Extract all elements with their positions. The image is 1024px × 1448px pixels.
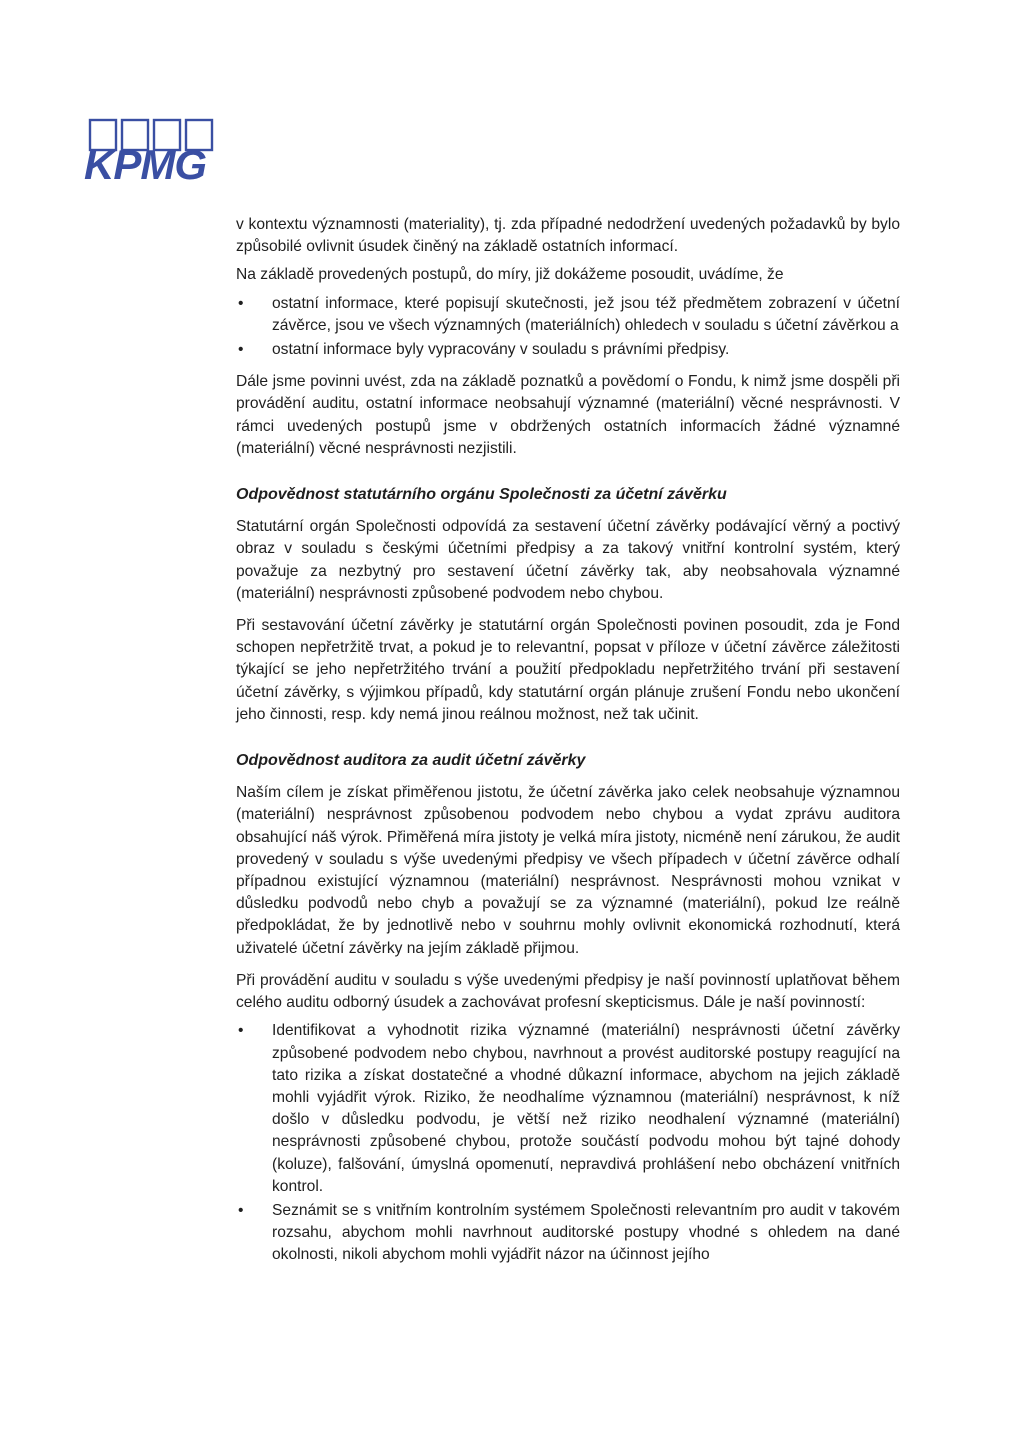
list-item xyxy=(236,293,900,337)
list-item-text: ostatní informace byly vypracovány v souladu s právními předpisy. xyxy=(272,341,730,359)
kpmg-logo xyxy=(84,118,218,182)
paragraph: Naším cílem je získat přiměřenou jistotu, že účetní závěrka jako celek neobsahuje významnou (materiální) nesprávnost způsobenou podvodem nebo chybou a vydat zprávu auditora obsahující náš výrok. Přiměřená míra jistoty je velká míra jistoty, nicméně není zárukou, že audit provedený v souladu s výše uvedenými předpisy ve všech případech v účetní závěrce odhalí případnou existující významnou (materiální) nesprávnost. Nesprávnosti mohou vznikat v důsledku podvodů nebo chyb a považují se za významné (materiální), pokud lze reálně předpokládat, že by jednotlivě nebo v souhrnu mohly ovlivnit ekonomická rozhodnutí, která uživatelé účetní závěrky na jejím základě přijmou. xyxy=(236,784,900,957)
bullet-list xyxy=(236,1020,900,1266)
bullet-icon: • xyxy=(238,1022,244,1040)
bullet-icon: • xyxy=(238,341,244,359)
section-heading: Odpovědnost statutárního orgánu Společnosti za účetní závěrku xyxy=(236,486,727,504)
bullet-list xyxy=(236,293,900,362)
list-item xyxy=(236,1020,900,1198)
paragraph: Při sestavování účetní závěrky je statutární orgán Společnosti povinen posoudit, zda je Fond schopen nepřetržitě trvat, a pokud je to relevantní, popsat v příloze v účetní závěrce záležitosti týkající se jeho nepřetržitého trvání a použití předpokladu nepřetržitého trvání při sestavení účetní závěrky, s výjimkou případů, kdy statutární orgán plánuje zrušení Fondu nebo ukončení jeho činnosti, resp. kdy nemá jinou reálnou možnost, než tak učinit. xyxy=(236,617,900,723)
paragraph: Na základě provedených postupů, do míry, již dokážeme posoudit, uvádíme, že xyxy=(236,266,784,284)
list-item-text: ostatní informace, které popisují skutečnosti, jež jsou též předmětem zobrazení v účetní závěrce, jsou ve všech významných (materiálních) ohledech v souladu s účetní závěrkou a xyxy=(272,294,900,334)
logo-text: KPMG xyxy=(84,141,206,182)
paragraph: Při provádění auditu v souladu s výše uvedenými předpisy je naší povinností uplatňovat během celého auditu odborný úsudek a zachovávat profesní skepticismus. Dále je naší povinností: xyxy=(236,971,900,1012)
bullet-icon: • xyxy=(238,1201,244,1219)
bullet-icon: • xyxy=(238,294,244,312)
kpmg-logo-graphic xyxy=(84,118,218,182)
list-item-text: Seznámit se s vnitřním kontrolním systémem Společnosti relevantním pro audit v takovém rozsahu, abychom mohli navrhnout auditorské postupy vhodné s ohledem na dané okolnosti, nikoli abychom mohli vyjádřit názor na účinnost jejího xyxy=(272,1201,900,1264)
paragraph: Statutární orgán Společnosti odpovídá za sestavení účetní závěrky podávající věrný a poctivý obraz v souladu s českými účetními předpisy a za takový vnitřní kontrolní systém, který považuje za nezbytný pro sestavení účetní závěrky tak, aby neobsahovala významné (materiální) nesprávnosti způsobené podvodem nebo chybou. xyxy=(236,518,900,602)
paragraph: Dále jsme povinni uvést, zda na základě poznatků a povědomí o Fondu, k nimž jsme dospěli při provádění auditu, ostatní informace neobsahují významné (materiální) věcné nesprávnosti. V rámci uvedených postupů jsme v obdržených ostatních informacích žádné významné (materiální) věcné nesprávnosti nezjistili. xyxy=(236,373,900,457)
document-body xyxy=(236,214,900,1277)
list-item xyxy=(236,339,900,361)
section-heading: Odpovědnost auditora za audit účetní závěrky xyxy=(236,752,586,770)
list-item xyxy=(236,1200,900,1267)
paragraph: v kontextu významnosti (materiality), tj. zda případné nedodržení uvedených požadavků by bylo způsobilé ovlivnit úsudek činěný na základě ostatních informací. xyxy=(236,216,900,256)
list-item-text: Identifikovat a vyhodnotit rizika významné (materiální) nesprávnosti účetní závěrky způsobené podvodem nebo chybou, navrhnout a provést auditorské postupy reagující na tato rizika a získat dostatečné a vhodné důkazní informace, abychom na jejich základě mohli vyjádřit výrok. Riziko, že neodhalíme významnou (materiální) nesprávnost, k níž došlo v důsledku podvodu, je větší než riziko neodhalení významné (materiální) nesprávnosti způsobené chybou, protože součástí podvodu mohou být tajné dohody (koluze), falšování, úmyslná opomenutí, nepravdivá prohlášení nebo obcházení vnitřních kontrol. xyxy=(272,1022,900,1195)
